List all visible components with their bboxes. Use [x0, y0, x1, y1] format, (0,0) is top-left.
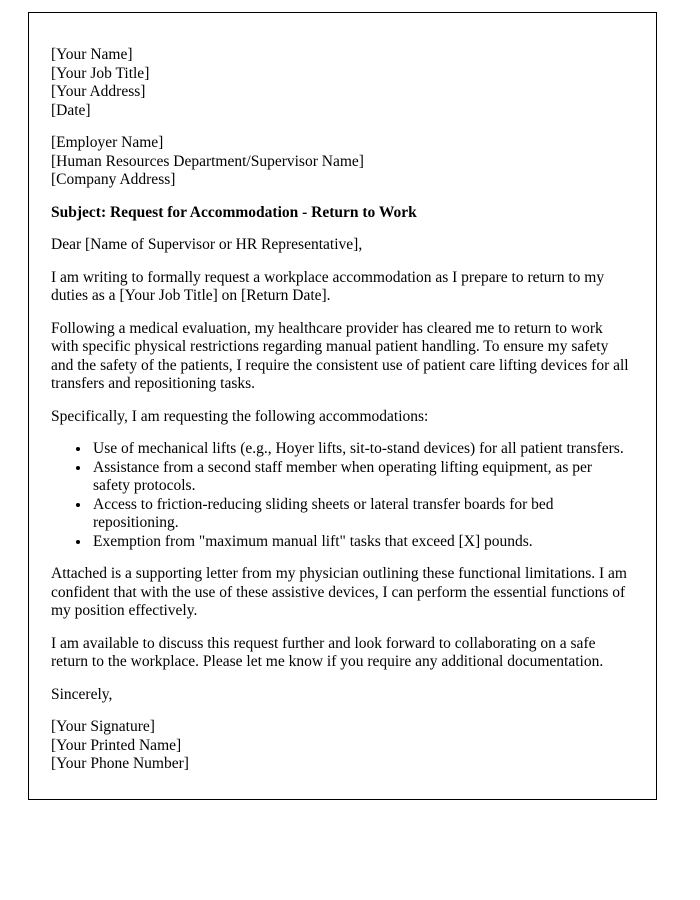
recipient-block: [51, 134, 632, 190]
sender-block: [51, 46, 632, 120]
paragraph-availability: I am available to discuss this request further and look forward to collaborating on a safe return to the workplace. Please let me know if you require any additional documentation.: [51, 634, 604, 670]
sender-job-title: [Your Job Title]: [51, 64, 150, 82]
list-item: • Use of mechanical lifts (e.g., Hoyer lifts, sit-to-stand devices) for all patient transfers.: [91, 440, 632, 459]
paragraph-medical: Following a medical evaluation, my healthcare provider has cleared me to return to work with specific physical restrictions regarding manual patient handling. To ensure my safety and the safety of the patients, I require the consistent use of patient care lifting devices for all transfers and repositioning tasks.: [51, 319, 629, 392]
list-item: • Access to friction-reducing sliding sheets or lateral transfer boards for bed repositioning.: [91, 496, 632, 533]
company-address: [Company Address]: [51, 171, 176, 188]
printed-name-line: [Your Printed Name]: [51, 736, 182, 754]
subject-line: Subject: Request for Accommodation - Return to Work: [51, 203, 417, 221]
signature-block: [51, 718, 632, 774]
sender-address: [Your Address]: [51, 83, 146, 100]
list-item: • Exemption from "maximum manual lift" tasks that exceed [X] pounds.: [91, 533, 632, 552]
salutation: Dear [Name of Supervisor or HR Representative],: [51, 236, 363, 253]
sender-name: [Your Name]: [51, 46, 133, 63]
closing: Sincerely,: [51, 685, 113, 703]
paragraph-intro: I am writing to formally request a workplace accommodation as I prepare to return to my duties as a [Your Job Title] on [Return Date].: [51, 268, 605, 304]
accommodations-list: [51, 440, 632, 551]
employer-name: [Employer Name]: [51, 134, 164, 151]
signature-line: [Your Signature]: [51, 718, 155, 735]
list-item: • Assistance from a second staff member when operating lifting equipment, as per safety protocols.: [91, 459, 632, 496]
hr-department: [Human Resources Department/Supervisor Name]: [51, 152, 364, 170]
paragraph-attachment: Attached is a supporting letter from my physician outlining these functional limitations. I am confident that with the use of these assistive devices, I can perform the essential functions of my position effectively.: [51, 565, 627, 619]
letter-page: [28, 12, 657, 800]
letter-date: [Date]: [51, 101, 91, 119]
phone-number-line: [Your Phone Number]: [51, 755, 189, 772]
paragraph-request-lead: Specifically, I am requesting the following accommodations:: [51, 407, 429, 425]
